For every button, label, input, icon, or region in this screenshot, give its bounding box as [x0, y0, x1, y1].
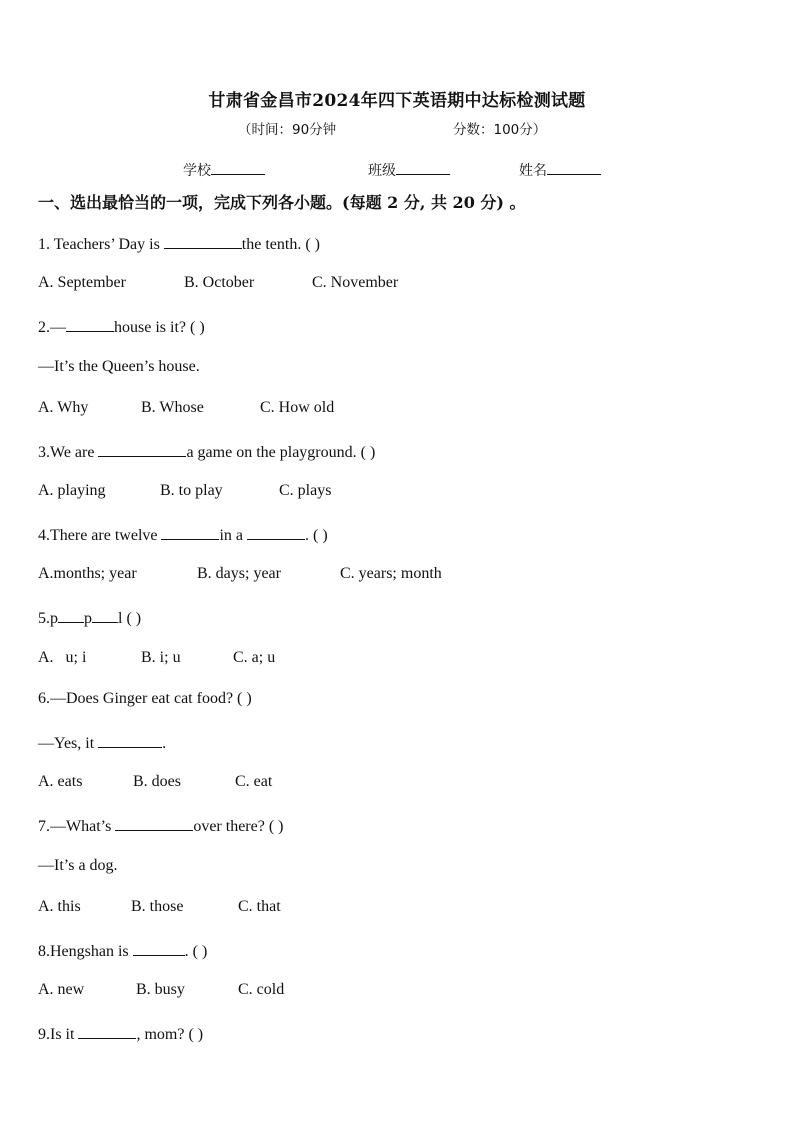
question-2-reply: —It’s the Queen’s house. — [38, 358, 200, 375]
question-5-blank-1[interactable] — [58, 607, 84, 623]
question-5-option-b[interactable]: B. i; u — [141, 649, 181, 666]
question-6-option-c[interactable]: C. eat — [235, 773, 273, 790]
question-4-text-end: . ( ) — [305, 527, 328, 544]
question-9-blank[interactable] — [78, 1023, 136, 1039]
question-1-options — [38, 274, 398, 292]
question-6-option-a[interactable]: A. eats — [38, 773, 83, 790]
question-7-option-c[interactable]: C. that — [238, 898, 281, 915]
question-1-option-c[interactable]: C. November — [312, 274, 399, 291]
question-4-options — [38, 565, 442, 583]
question-4-text-mid: in a — [219, 527, 248, 544]
question-1-text-end: the tenth. ( ) — [241, 236, 320, 253]
question-5-option-c[interactable]: C. a; u — [233, 649, 276, 666]
exam-title: 甘肃省金昌市2024年四下英语期中达标检测试题 — [208, 91, 586, 111]
question-5-blank-2[interactable] — [92, 607, 118, 623]
question-6-reply-end: . — [162, 735, 167, 752]
question-4-blank-2[interactable] — [247, 524, 305, 540]
question-7-blank[interactable] — [115, 815, 193, 831]
question-1-blank[interactable] — [164, 233, 242, 249]
question-8 — [38, 940, 207, 961]
question-1-option-a[interactable]: A. September — [38, 274, 126, 291]
question-3-options — [38, 482, 331, 500]
school-blank[interactable] — [211, 160, 265, 175]
question-6-blank[interactable] — [98, 732, 162, 748]
question-5-text-mid: p — [84, 610, 92, 627]
question-8-option-a[interactable]: A. new — [38, 981, 85, 998]
question-2 — [38, 316, 205, 337]
question-6-reply — [38, 732, 166, 753]
name-label: 姓名 — [519, 163, 547, 179]
question-5-text: 5.p — [38, 610, 58, 627]
section-heading: 一、选出最恰当的一项，完成下列各小题。(每题 2 分, 共 20 分) 。 — [38, 193, 526, 212]
question-3-text: 3.We are — [38, 444, 99, 461]
question-4-option-b[interactable]: B. days; year — [197, 565, 281, 582]
question-4 — [38, 524, 328, 545]
question-3 — [38, 441, 375, 462]
question-1 — [38, 233, 320, 254]
question-2-options — [38, 399, 334, 417]
question-5-options — [38, 649, 275, 667]
question-3-text-end: a game on the playground. ( ) — [186, 444, 376, 461]
question-7-option-a[interactable]: A. this — [38, 898, 81, 915]
question-5-option-a[interactable]: A. u; i — [38, 649, 87, 666]
school-field — [183, 160, 265, 180]
question-2-text: 2.— — [38, 319, 66, 336]
question-8-text-end: . ( ) — [184, 943, 208, 960]
question-6: 6.—Does Ginger eat cat food? ( ) — [38, 690, 252, 707]
question-6-option-b[interactable]: B. does — [133, 773, 181, 790]
class-field — [368, 160, 450, 180]
question-8-blank[interactable] — [133, 940, 185, 956]
question-4-text: 4.There are twelve — [38, 527, 162, 544]
question-6-options — [38, 773, 272, 791]
question-3-blank[interactable] — [98, 441, 186, 457]
question-2-option-a[interactable]: A. Why — [38, 399, 89, 416]
question-4-option-a[interactable]: A.months; year — [38, 565, 137, 582]
question-8-option-c[interactable]: C. cold — [238, 981, 285, 998]
question-8-text: 8.Hengshan is — [38, 943, 133, 960]
class-label: 班级 — [368, 163, 396, 179]
question-7-text: 7.—What’s — [38, 818, 116, 835]
question-7-options — [38, 898, 281, 916]
question-7 — [38, 815, 284, 836]
question-3-option-a[interactable]: A. playing — [38, 482, 106, 499]
question-4-option-c[interactable]: C. years; month — [340, 565, 442, 582]
question-1-option-b[interactable]: B. October — [184, 274, 255, 291]
question-6-reply-text: —Yes, it — [38, 735, 99, 752]
question-9-text: 9.Is it — [38, 1026, 79, 1043]
exam-time: （时间：90分钟 — [238, 122, 337, 138]
question-7-option-b[interactable]: B. those — [131, 898, 184, 915]
question-3-option-c[interactable]: C. plays — [279, 482, 332, 499]
name-field — [519, 160, 601, 180]
question-8-options — [38, 981, 284, 999]
question-5-text-end: l ( ) — [118, 610, 142, 627]
question-9-text-end: , mom? ( ) — [136, 1026, 204, 1043]
exam-score: 分数：100分） — [453, 122, 547, 138]
question-3-option-b[interactable]: B. to play — [160, 482, 223, 499]
question-9 — [38, 1023, 203, 1044]
question-2-blank[interactable] — [66, 316, 114, 332]
class-blank[interactable] — [396, 160, 450, 175]
question-1-text: 1. Teachers’ Day is — [38, 236, 164, 253]
name-blank[interactable] — [547, 160, 601, 175]
question-7-reply: —It’s a dog. — [38, 857, 118, 874]
question-2-option-c[interactable]: C. How old — [260, 399, 335, 416]
question-5 — [38, 607, 141, 628]
question-8-option-b[interactable]: B. busy — [136, 981, 185, 998]
school-label: 学校 — [183, 163, 211, 179]
question-7-text-end: over there? ( ) — [193, 818, 284, 835]
question-2-option-b[interactable]: B. Whose — [141, 399, 204, 416]
question-4-blank-1[interactable] — [161, 524, 219, 540]
question-2-text-end: house is it? ( ) — [114, 319, 205, 336]
